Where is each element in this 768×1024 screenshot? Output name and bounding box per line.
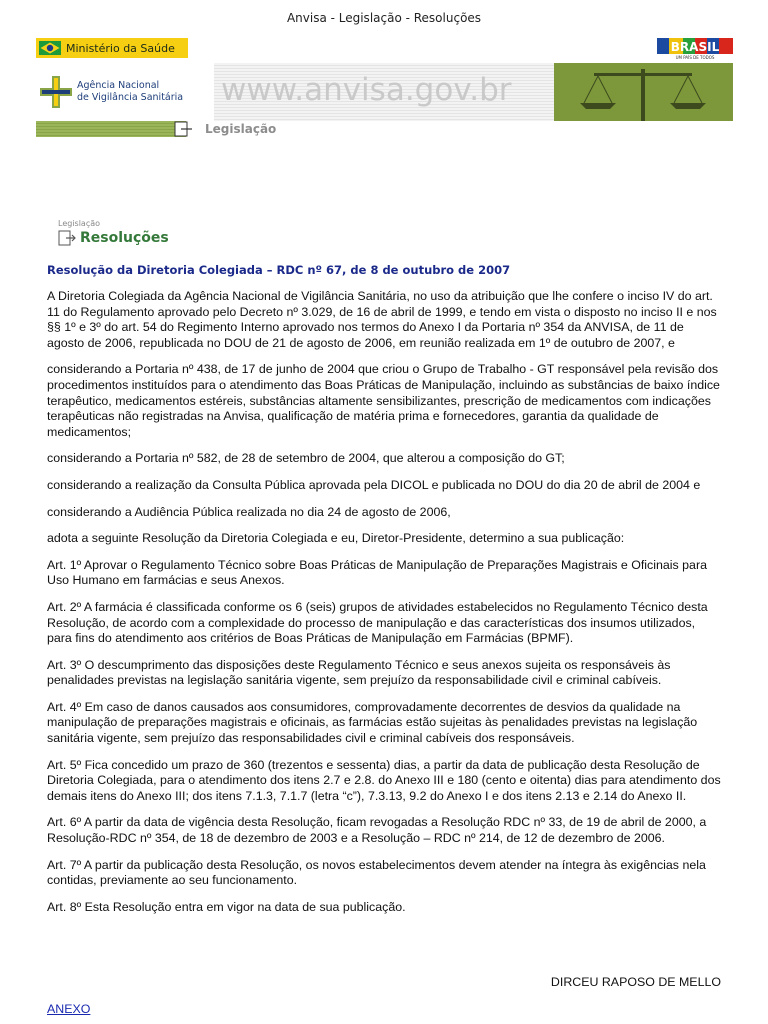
site-url: www.anvisa.gov.br: [221, 72, 512, 108]
paragraph: considerando a realização da Consulta Pública aprovada pela DICOL e publicada no DOU do dia 20 de abril de 2004 e: [47, 477, 701, 492]
document-arrow-icon: [58, 230, 76, 246]
paragraph: A Diretoria Colegiada da Agência Nacional de Vigilância Sanitária, no uso da atribuição que lhe confere o inciso IV do art. 11 do Regulamento aprovado pelo Decreto nº 3.029, de 16 de abril de 1999, e tendo em vista o disposto no inciso II e nos §§ 1º e 3º do art. 54 do Regimento Interno aprovado nos termos do Anexo I da Portaria nº 354 da ANVISA, de 11 de agosto de 2006, republicada no DOU de 21 de agosto de 2006, em reunião realizada em 1º de outubro de 2007, e: [47, 289, 717, 350]
paragraph: Art. 8º Esta Resolução entra em vigor na data de sua publicação.: [47, 899, 406, 914]
section-bar-fill: [36, 121, 186, 137]
agency-name-line1: Agência Nacional: [77, 80, 160, 91]
brasil-logo-icon[interactable]: [657, 36, 733, 60]
ministry-label: Ministério da Saúde: [66, 41, 175, 55]
anvisa-logo[interactable]: [36, 63, 214, 121]
scale-image: [554, 63, 733, 121]
brasil-logo-text: BRASIL: [670, 40, 720, 54]
paragraph: considerando a Audiência Pública realizada no dia 24 de agosto de 2006,: [47, 504, 451, 519]
anvisa-banner: [36, 63, 733, 121]
paragraph: considerando a Portaria nº 582, de 28 de setembro de 2004, que alterou a composição do GT;: [47, 451, 565, 466]
page-title: Anvisa - Legislação - Resoluções: [286, 11, 482, 25]
paragraph: Art. 4º Em caso de danos causados aos consumidores, comprovadamente decorrentes de desvios da qualidade na manipulação de preparações magistrais e oficinais, as farmácias estão sujeitas às penalidades previstas na legislação sanitária vigente, sem prejuízo das responsabilidades civil e criminal cabíveis dos responsáveis.: [47, 699, 698, 746]
breadcrumb[interactable]: Legislação: [58, 219, 101, 228]
section-title: Resoluções: [80, 230, 169, 246]
document-body: [47, 289, 723, 926]
brazil-flag-icon: [39, 41, 61, 55]
annex-link[interactable]: ANEXO: [47, 1002, 91, 1016]
paragraph: Art. 1º Aprovar o Regulamento Técnico sobre Boas Práticas de Manipulação de Preparações Magistrais e Oficinais para Uso Humano em farmácias e seus Anexos.: [47, 557, 707, 588]
page-heading: [58, 230, 169, 246]
paragraph: Art. 3º O descumprimento das disposições deste Regulamento Técnico e seus anexos sujeita os responsáveis às penalidades previstas na legislação sanitária vigente, sem prejuízo da responsabilidade civil e criminal cabíveis.: [47, 657, 671, 688]
signature: DIRCEU RAPOSO DE MELLO: [550, 975, 721, 989]
paragraph: adota a seguinte Resolução da Diretoria Colegiada e eu, Diretor-Presidente, determino a sua publicação:: [47, 531, 625, 546]
ministry-badge[interactable]: [36, 38, 188, 58]
section-bar: [36, 121, 733, 137]
document-title: Resolução da Diretoria Colegiada – RDC nº 67, de 8 de outubro de 2007: [47, 263, 511, 277]
government-bar: [36, 36, 733, 60]
balance-scale-icon: [554, 63, 733, 121]
paragraph: considerando a Portaria nº 438, de 17 de junho de 2004 que criou o Grupo de Trabalho - GT responsável pela revisão dos procedimentos instituídos para o atendimento das Boas Práticas de Manipulação, incluindo as substâncias de baixo índice terapêutico, medicamentos estéreis, substâncias altamente sensibilizantes, prescrição de medicamentos com indicações terapêuticas não registradas na Anvisa, qualificação de matéria prima e fornecedores, garantia da qualidade de medicamentos;: [47, 362, 720, 439]
brasil-tagline: UM PAÍS DE TODOS: [675, 55, 715, 60]
section-arrow-icon: [174, 121, 194, 137]
agency-name-line2: de Vigilância Sanitária: [77, 92, 184, 103]
paragraph: Art. 5º Fica concedido um prazo de 360 (trezentos e sessenta) dias, a partir da data de publicação desta Resolução de Diretoria Colegiada, para o atendimento dos itens 2.7 e 2.8. do Anexo III e 180 (cento e oitenta) dias para atendimento dos demais itens do Anexo III; dos itens 7.1.3, 7.1.7 (letra “c”), 7.3.13, 9.2 do Anexo I e dos itens 2.13 e 2.14 do Anexo II.: [47, 757, 721, 803]
section-label[interactable]: Legislação: [205, 122, 277, 136]
paragraph: Art. 7º A partir da publicação desta Resolução, os novos estabelecimentos devem atender na íntegra às exigências nela contidas, previamente ao seu funcionamento.: [47, 857, 706, 888]
paragraph: Art. 6º A partir da data de vigência desta Resolução, ficam revogadas a Resolução RDC nº 33, de 19 de abril de 2000, a Resolução-RDC nº 354, de 18 de dezembro de 2003 e a Resolução – RDC nº 214, de 12 de dezembro de 2006.: [47, 815, 707, 846]
paragraph: Art. 2º A farmácia é classificada conforme os 6 (seis) grupos de atividades estabelecidos no Regulamento Técnico desta Resolução, de acordo com a complexidade do processo de manipulação e das características dos insumos utilizados, para fins do atendimento aos critérios de Boas Práticas de Manipulação em Farmácias (BPMF).: [47, 599, 708, 646]
anvisa-cross-icon: [38, 74, 74, 110]
